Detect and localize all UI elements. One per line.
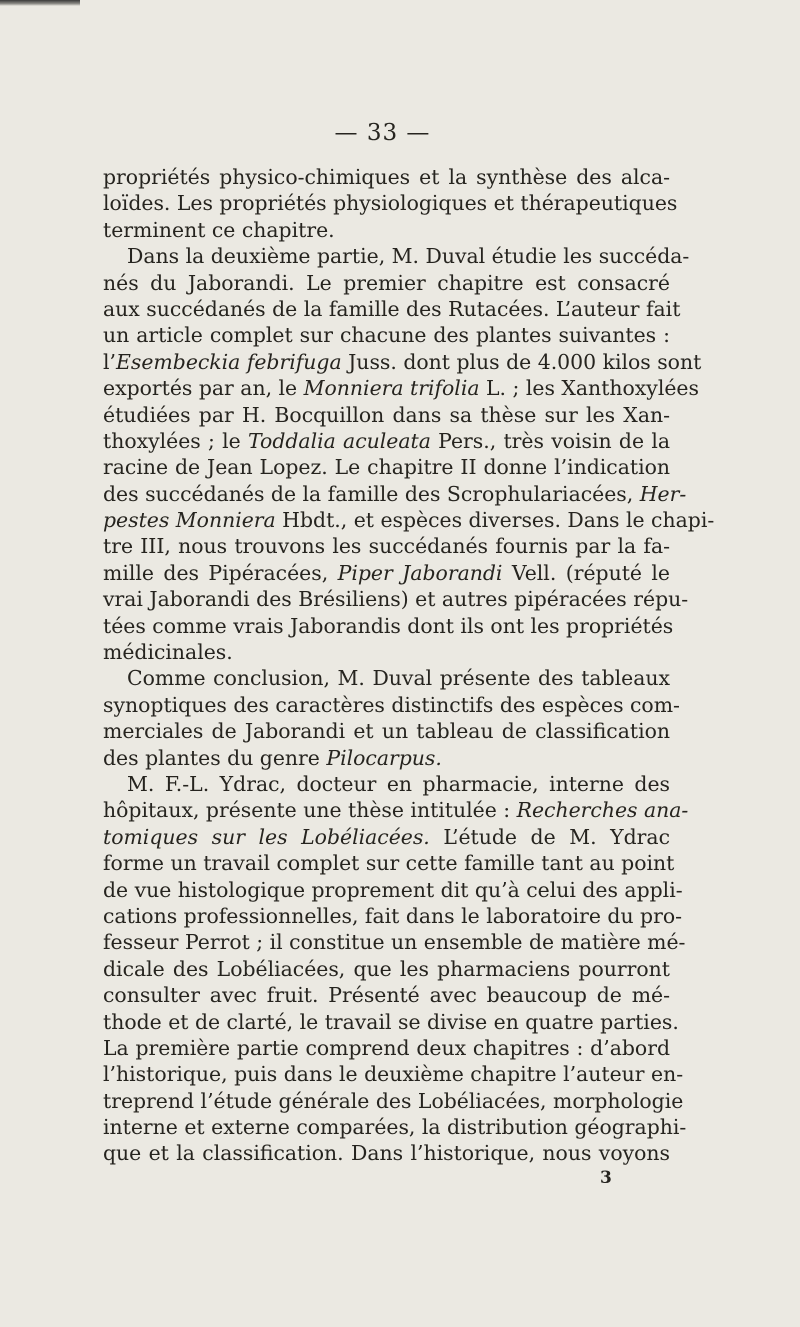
italic-text: Piper Jaborandi bbox=[337, 560, 503, 585]
text-segment: médicinales. bbox=[103, 640, 233, 665]
text-segment: hôpitaux, présente une thèse intitulée : bbox=[103, 798, 517, 823]
text-line bbox=[103, 639, 670, 665]
text-line bbox=[103, 797, 689, 823]
text-segment: forme un travail complet sur cette famille tant au point bbox=[103, 851, 675, 876]
text-segment: Hbdt., et espèces diverses. Dans le chapi- bbox=[275, 508, 715, 533]
page-number: — 33 — bbox=[334, 120, 431, 146]
text-line bbox=[103, 1088, 684, 1114]
italic-text: Monniera trifolia bbox=[303, 376, 480, 401]
text-line bbox=[103, 1009, 679, 1035]
text-segment: nés du Jaborandi. Le premier chapitre est consacré bbox=[103, 270, 670, 295]
text-segment: exportés par an, le bbox=[103, 376, 304, 401]
text-segment: l’ bbox=[103, 349, 117, 374]
text-line bbox=[103, 718, 670, 744]
text-segment: Pers., très voisin de la bbox=[430, 428, 670, 453]
text-line bbox=[103, 877, 683, 903]
text-line bbox=[103, 454, 670, 480]
text-segment: synoptiques des caractères distinctifs des espèces com- bbox=[103, 692, 680, 717]
text-line bbox=[103, 692, 680, 718]
italic-text: Esembeckia febrifuga bbox=[116, 349, 342, 374]
text-line bbox=[103, 665, 670, 691]
text-segment: des plantes du genre bbox=[103, 745, 327, 770]
text-segment: vrai Jaborandi des Brésiliens) et autres pipéracées répu- bbox=[103, 587, 689, 612]
text-segment: l’historique, puis dans le deuxième chapitre l’auteur en- bbox=[103, 1062, 684, 1087]
text-line bbox=[103, 850, 675, 876]
text-line bbox=[103, 322, 670, 348]
text-line bbox=[103, 929, 686, 955]
text-segment: tre III, nous trouvons les succédanés fournis par la fa- bbox=[103, 534, 670, 559]
text-segment: merciales de Jaborandi et un tableau de classification bbox=[103, 719, 670, 744]
text-line bbox=[103, 164, 670, 190]
text-line bbox=[103, 481, 687, 507]
italic-text: Pilocarpus. bbox=[326, 745, 442, 770]
text-line bbox=[103, 428, 670, 454]
text-line bbox=[103, 613, 674, 639]
text-line bbox=[103, 533, 670, 559]
text-line bbox=[103, 982, 670, 1008]
text-segment: treprend l’étude générale des Lobéliacées, morphologie bbox=[103, 1088, 684, 1113]
text-segment: thode et de clarté, le travail se divise en quatre parties. bbox=[103, 1009, 679, 1034]
page-edge-shadow bbox=[0, 0, 80, 6]
text-segment: M. F.-L. Ydrac, docteur en pharmacie, interne des bbox=[127, 771, 670, 796]
text-segment: des succédanés de la famille des Scrophulariacées, bbox=[103, 481, 640, 506]
italic-text: Toddalia aculeata bbox=[248, 428, 431, 453]
text-segment: terminent ce chapitre. bbox=[103, 217, 335, 242]
text-segment: dicale des Lobéliacées, que les pharmaciens pourront bbox=[103, 956, 670, 981]
signature-mark: 3 bbox=[600, 1168, 612, 1188]
text-segment: Vell. (réputé le bbox=[502, 560, 670, 585]
text-segment: racine de Jean Lopez. Le chapitre II donne l’indication bbox=[103, 455, 670, 480]
text-segment: L’étude de M. Ydrac bbox=[429, 824, 671, 849]
text-segment: consulter avec fruit. Présenté avec beaucoup de mé- bbox=[103, 983, 670, 1008]
text-segment: cations professionnelles, fait dans le laboratoire du pro- bbox=[103, 903, 683, 928]
text-line bbox=[103, 270, 670, 296]
text-segment: Juss. dont plus de 4.000 kilos sont bbox=[341, 349, 702, 374]
italic-text: Recherches ana- bbox=[516, 798, 689, 823]
text-line bbox=[103, 217, 670, 243]
text-segment: loïdes. Les propriétés physiologiques et thérapeutiques bbox=[103, 191, 678, 216]
italic-text: Her- bbox=[639, 481, 687, 506]
text-segment: fesseur Perrot ; il constitue un ensemble de matière mé- bbox=[103, 930, 686, 955]
text-segment: tées comme vrais Jaborandis dont ils ont les propriétés bbox=[103, 613, 674, 638]
text-line bbox=[103, 349, 702, 375]
text-line bbox=[103, 1061, 684, 1087]
text-segment: que et la classification. Dans l’historique, nous voyons bbox=[103, 1141, 670, 1166]
text-segment: aux succédanés de la famille des Rutacées. L’auteur fait bbox=[103, 296, 681, 321]
text-segment: mille des Pipéracées, bbox=[103, 560, 338, 585]
text-line bbox=[103, 1140, 670, 1166]
text-segment: propriétés physico-chimiques et la synthèse des alca- bbox=[103, 165, 670, 189]
text-segment: L. ; les Xanthoxylées bbox=[479, 376, 699, 401]
italic-text: tomiques sur les Lobéliacées. bbox=[103, 824, 430, 849]
text-segment: un article complet sur chacune des plantes suivantes : bbox=[103, 323, 670, 348]
body-text bbox=[103, 164, 715, 1167]
text-segment: interne et externe comparées, la distribution géographi- bbox=[103, 1115, 687, 1140]
text-line bbox=[103, 824, 670, 850]
text-line bbox=[103, 1035, 670, 1061]
text-line bbox=[103, 402, 670, 428]
text-line bbox=[103, 243, 690, 269]
text-segment: thoxylées ; le bbox=[103, 428, 249, 453]
text-line bbox=[103, 903, 683, 929]
text-segment: Comme conclusion, M. Duval présente des tableaux bbox=[127, 666, 670, 691]
text-line bbox=[103, 956, 670, 982]
text-line bbox=[103, 1114, 687, 1140]
text-segment: Dans la deuxième partie, M. Duval étudie les succéda- bbox=[127, 244, 690, 269]
text-line bbox=[103, 745, 670, 771]
text-line bbox=[103, 507, 715, 533]
text-segment: étudiées par H. Bocquillon dans sa thèse sur les Xan- bbox=[103, 402, 670, 427]
text-segment: de vue histologique proprement dit qu’à celui des appli- bbox=[103, 877, 683, 902]
italic-text: pestes Monniera bbox=[103, 508, 276, 533]
text-line bbox=[103, 190, 678, 216]
text-line bbox=[103, 296, 681, 322]
text-segment: La première partie comprend deux chapitres : d’abord bbox=[103, 1035, 670, 1060]
text-line bbox=[103, 771, 670, 797]
text-line bbox=[103, 375, 699, 401]
text-line bbox=[103, 560, 670, 586]
text-line bbox=[103, 586, 689, 612]
